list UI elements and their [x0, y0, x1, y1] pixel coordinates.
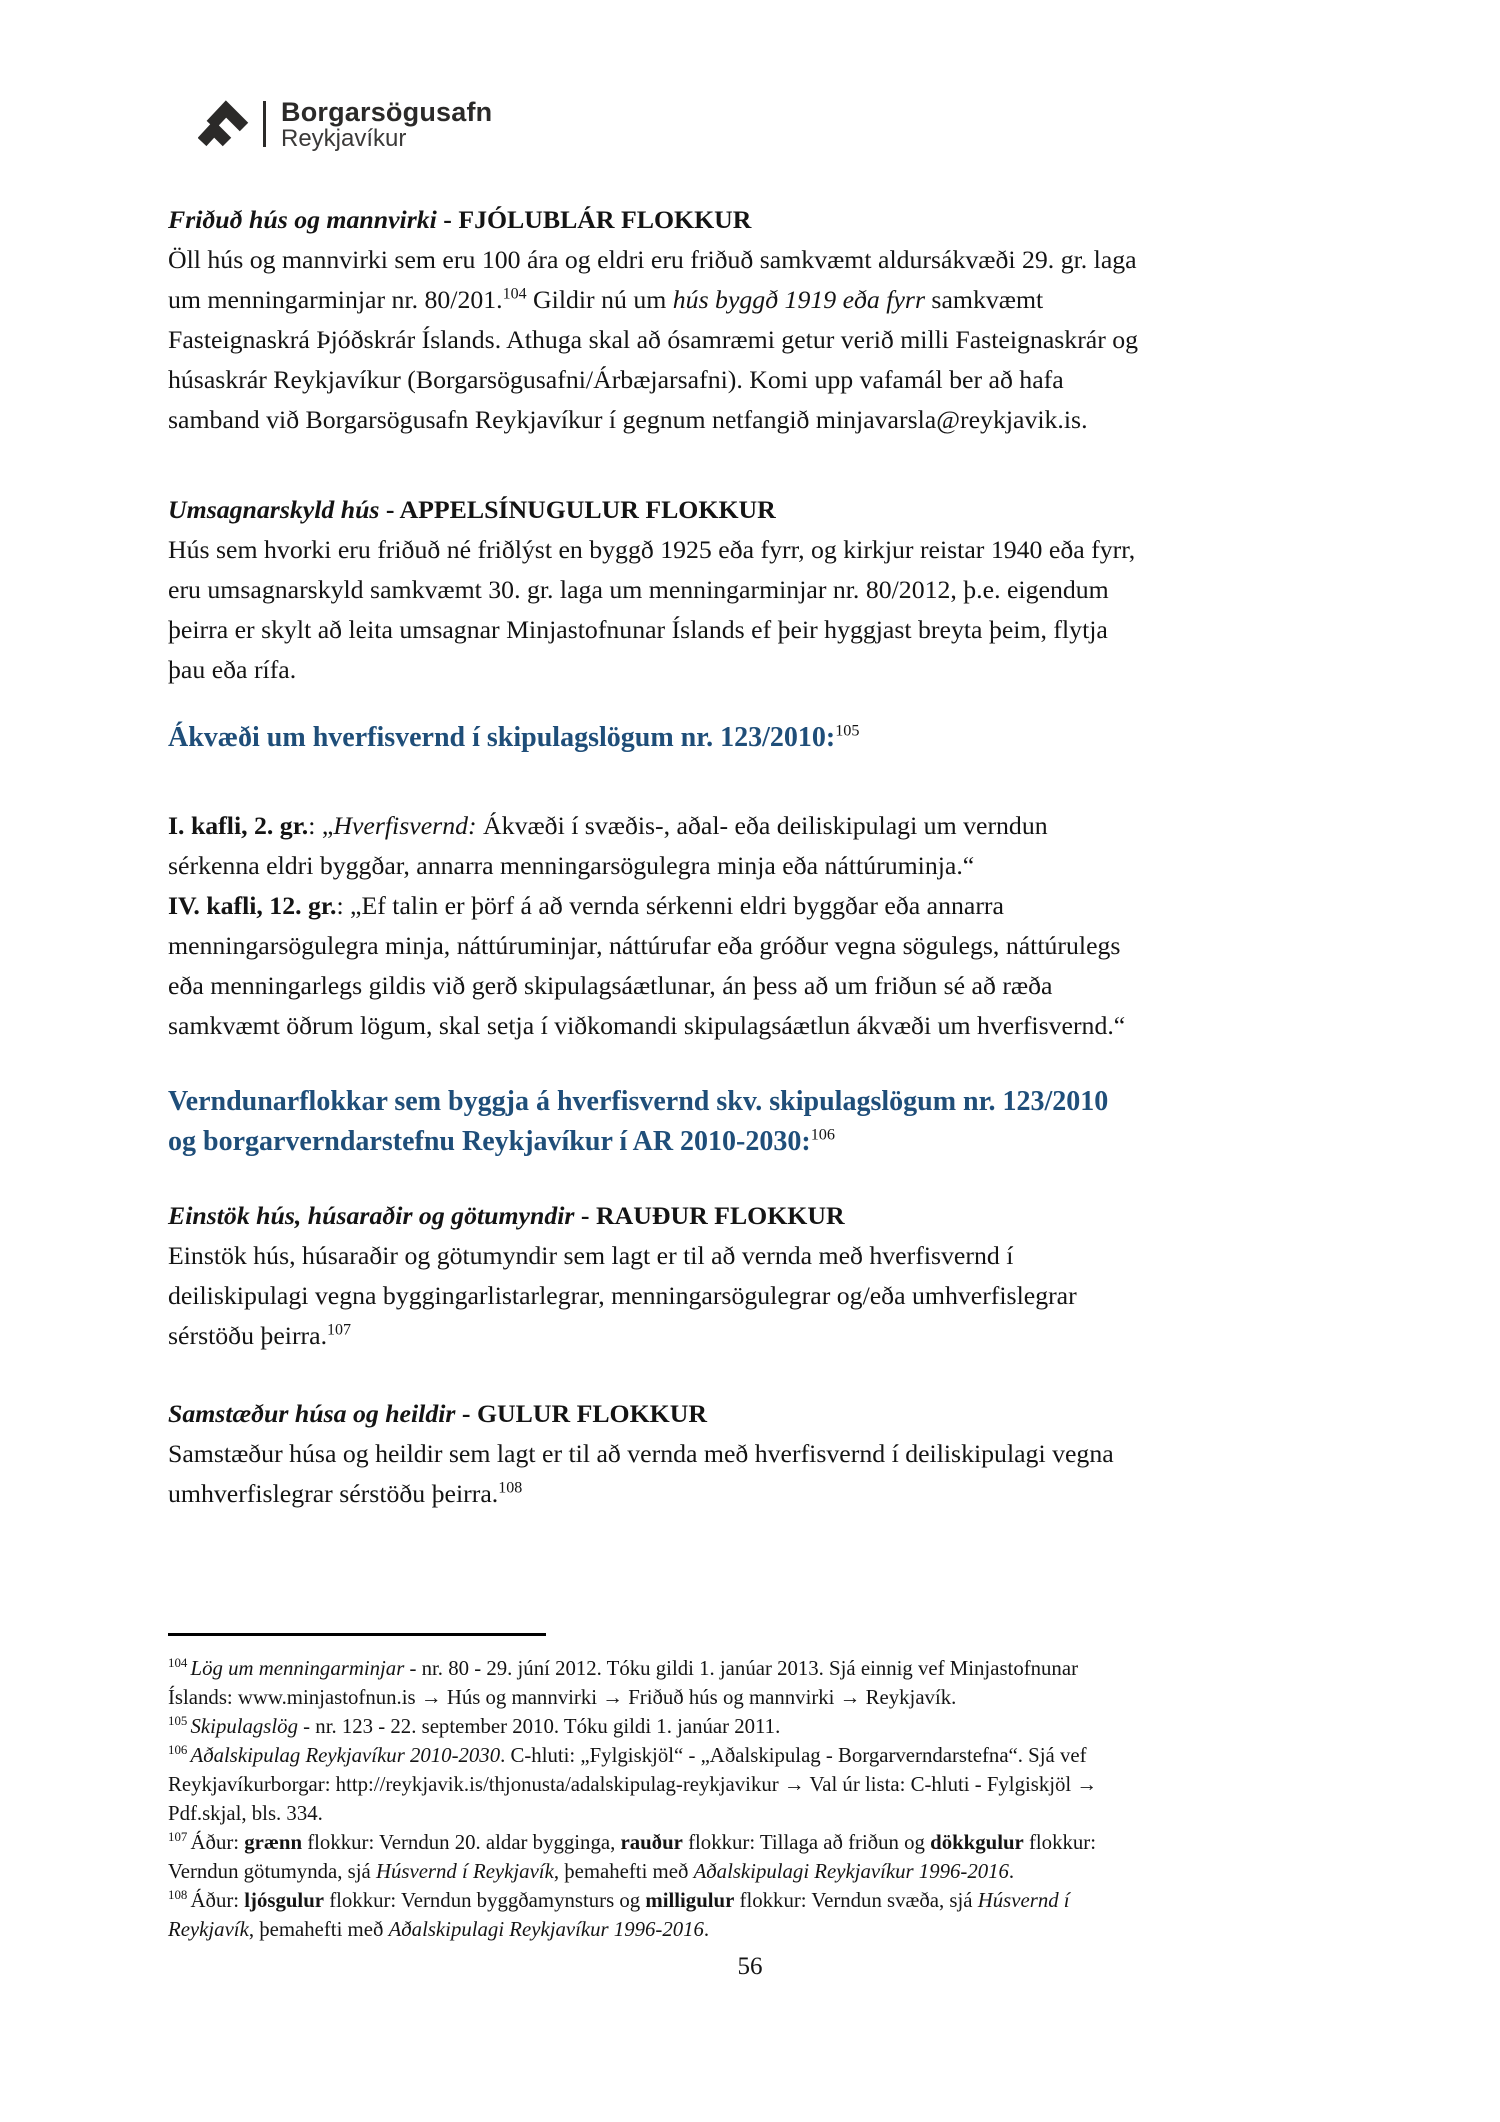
section-heading-fridud-hus: Friðuð hús og mannvirki - FJÓLUBLÁR FLOKKUR: [168, 205, 752, 234]
section-umsagnarskyld-hus: [168, 490, 1330, 690]
section-einstok-hus: [168, 1196, 1330, 1356]
section-body-fridud-hus: Öll hús og mannvirki sem eru 100 ára og eldri eru friðuð samkvæmt aldursákvæði 29. gr. laga um menningarminjar nr. 80/201.$^{104}$ Gildir nú um hús byggð 1919 eða fyrr samkvæmt Fasteignaskrá Þjóðskrár Íslands. Athuga skal að ósamræmi getur verið milli Fasteignaskrár og húsaskrár Reykjavíkur (Borgarsögusafni/Árbæjarsafni). Komi upp vafamál ber að hafa samband við Borgarsögusafn Reykjavíkur í gegnum netfangið minjavarsla@reykjavik.is.: [168, 245, 1139, 434]
logo-text: [281, 98, 492, 151]
footnotes: [168, 1654, 1338, 1944]
quote-kafli-1: I. kafli, 2. gr.: „Hverfisvernd: Ákvæði í svæðis-, aðal- eða deiliskipulagi um verndun sérkenna eldri byggðar, annarra menningarsögulegra minja eða náttúruminja.“: [168, 811, 1048, 880]
logo-title: Borgarsögusafn: [281, 96, 493, 127]
section-body-samstaedur-husa: Samstæður húsa og heildir sem lagt er til að vernda með hverfisvernd í deiliskipulagi vegna umhverfislegrar sérstöðu þeirra.$^{108}$: [168, 1439, 1114, 1508]
quote-kafli-12: IV. kafli, 12. gr.: „Ef talin er þörf á að vernda sérkenni eldri byggðar eða annarra menningarsögulegra minja, náttúruminjar, náttúrufar eða gróður vegna sögulegs, náttúrulegs eða menningarlegs gildis við gerð skipulagsáætlunar, án þess að um friðun sé að ræða samkvæmt öðrum lögum, skal setja í viðkomandi skipulagsáætlun ákvæði um hverfisvernd.“: [168, 891, 1126, 1040]
section-body-einstok-hus: Einstök hús, húsaraðir og götumyndir sem lagt er til að vernda með hverfisvernd í deiliskipulagi vegna byggingarlistarlegrar, menningarsögulegrar og/eða umhverfislegrar sérstöðu þeirra.$^{107}$: [168, 1241, 1077, 1350]
section-samstaedur-husa: [168, 1394, 1330, 1514]
section-fridud-hus: [168, 200, 1330, 440]
section-heading-umsagnarskyld-hus: Umsagnarskyld hús - APPELSÍNUGULUR FLOKKUR: [168, 495, 776, 524]
section-skipulagslog-quotes: [168, 806, 1330, 1046]
footnote-105: $^{105}$ Skipulagslög - nr. 123 - 22. september 2010. Tóku gildi 1. janúar 2011.: [168, 1714, 781, 1738]
section-heading-samstaedur-husa: Samstæður húsa og heildir - GULUR FLOKKUR: [168, 1399, 707, 1428]
section-body-umsagnarskyld-hus: Hús sem hvorki eru friðuð né friðlýst en byggð 1925 eða fyrr, og kirkjur reistar 1940 eða fyrr, eru umsagnarskyld samkvæmt 30. gr. laga um menningarminjar nr. 80/2012, þ.e. eigendum þeirra er skylt að leita umsagnar Minjastofnunar Íslands ef þeir hyggjast breyta þeim, flytja þau eða rífa.: [168, 535, 1136, 684]
footnote-106: $^{106}$ Aðalskipulag Reykjavíkur 2010-2030. C-hluti: „Fylgiskjöl“ - „Aðalskipulag - Borgarverndarstefna“. Sjá vef Reykjavíkurborgar: http://reykjavik.is/thjonusta/adalskipulag-reykjavikur → Val úr lista: C-hluti - Fylgiskjöl → Pdf.skjal, bls. 334.: [168, 1743, 1098, 1825]
logo-divider: [263, 101, 266, 147]
logo-subtitle: Reykjavíkur: [281, 124, 407, 152]
footnote-separator: [168, 1633, 546, 1636]
footnote-104: $^{104}$ Lög um menningarminjar - nr. 80 - 29. júní 2012. Tóku gildi 1. janúar 2013. Sjá einnig vef Minjastofnunar Íslands: www.minjastofnun.is → Hús og mannvirki → Friðuð hús og mannvirki → Reykjavík.: [168, 1656, 1078, 1709]
footnote-107: $^{107}$ Áður: grænn flokkur: Verndun 20. aldar bygginga, rauður flokkur: Tillaga að friðun og dökkgulur flokkur: Verndun götumynda, sjá Húsvernd í Reykjavík, þemahefti með Aðalskipulagi Reykjavíkur 1996-2016.: [168, 1830, 1096, 1883]
heading-akvaedi-hverfisvernd: Ákvæði um hverfisvernd í skipulagslögum nr. 123/2010:$^{105}$: [168, 721, 860, 753]
double-chevron-mountain-icon: [198, 96, 250, 152]
footnote-108: $^{108}$ Áður: ljósgulur flokkur: Verndun byggðamynsturs og milligulur flokkur: Verndun svæða, sjá Húsvernd í Reykjavík, þemahefti með Aðalskipulagi Reykjavíkur 1996-2016.: [168, 1888, 1070, 1941]
page-number: 56: [737, 1953, 763, 1980]
section-heading-einstok-hus: Einstök hús, húsaraðir og götumyndir - RAUÐUR FLOKKUR: [168, 1201, 845, 1230]
museum-logo: [198, 96, 492, 152]
heading-verndunarflokkar: Verndunarflokkar sem byggja á hverfisvernd skv. skipulagslögum nr. 123/2010 og borgarverndarstefnu Reykjavíkur í AR 2010-2030:$^{106}$: [168, 1086, 1109, 1157]
